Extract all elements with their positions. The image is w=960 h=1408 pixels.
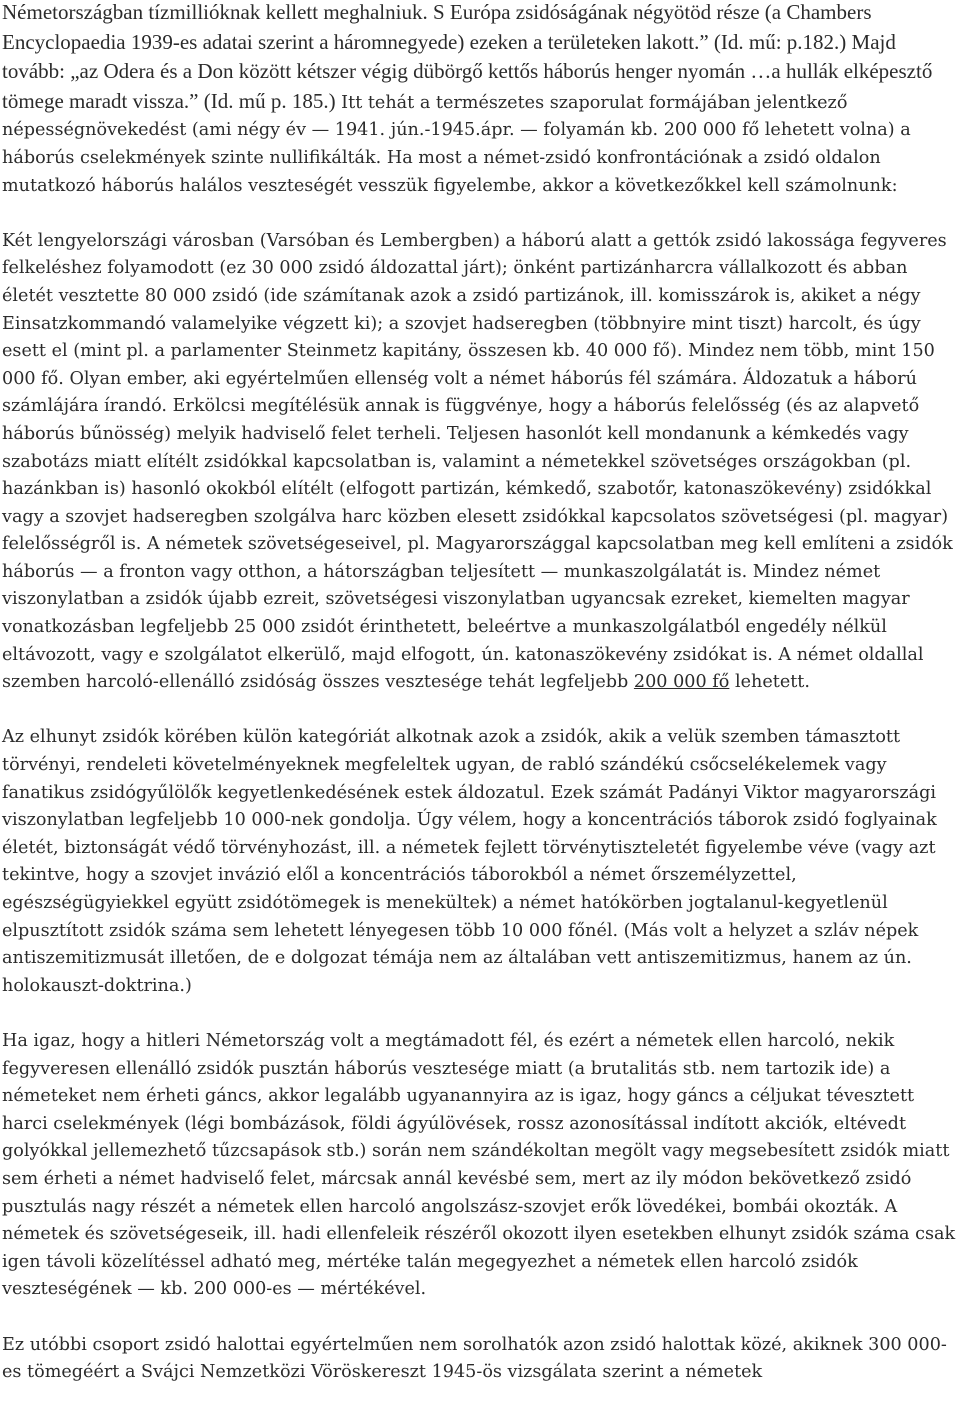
paragraph-2-text: Két lengyelországi városban (Varsóban és Lembergben) a háború alatt a gettók zsidó lakossága fegyveres felkeléshez folyamodott (ez 30 000 zsidó áldozattal járt); önként partizánharcra vállalkozott és abban életét vesztette 80 000 zsidó (ide számítanak azok a zsidó partizánok, ill. komisszárok is, akiket a négy Einsatzkommandó valamelyike végzett ki); a szovjet hadseregben (többnyire mint tiszt) harcolt, és úgy esett el (mint pl. a parlamenter Steinmetz kapitány, összesen kb. 40 000 fő). Mindez nem több, mint 150 000 fő. Olyan ember, aki egyértelműen ellenség volt a német háborús fél számára. Áldozatuk a háború számlájára írandó. Erkölcsi megítélésük annak is függvénye, hogy a háborús felelősség (és az alapvető háborús bűnösség) melyik hadviselő felet terheli. Teljesen hasonlót kell mondanunk a kémkedés vagy szabotázs miatt elítélt zsidókkal kapcsolatban is, valamint a németekkel szövetséges országokban (pl. hazánkban is) hasonló okokból elítélt (elfogott partizán, kémkedő, szabotőr, katonaszökevény) zsidókkal vagy a szovjet hadseregben szolgálva harc közben elesett zsidókkal kapcsolatos szövetségesi (pl. magyar) felelősségről is. A németek szövetségeseivel, pl. Magyarországgal kapcsolatban meg kell említeni a zsidók háborús — a fronton vagy otthon, a hátországban teljesített — munkaszolgálatát is. Mindez német viszonylatban a zsidók újabb ezreit, szövetségesi viszonylatban ugyancsak ezreket, kiemelten magyar vonatkozásban legfeljebb 25 000 zsidót érinthetett, beleértve a munkaszolgálatból engedély nélkül eltávozott, vagy e szolgálatot elkerülő, majd elfogott, ún. katonaszökevény zsidókat is. A német oldallal szemben harcoló-ellenálló zsidóság összes vesztesége tehát legfeljebb bbox=[2, 230, 953, 693]
paragraph-3: Az elhunyt zsidók körében külön kategóriát alkotnak azok a zsidók, akik a velük szemben támasztott törvényi, rendeleti követelményeknek megfeleltek ugyan, de rabló szándékú csőcselékelemek vagy fanatikus zsidógyűlölők kegyetlenkedésének estek áldozatul. Ezek számát Padányi Viktor magyarországi viszonylatban legfeljebb 10 000-nek gondolja. Úgy vélem, hogy a koncentrációs táborok zsidó foglyainak életét, biztonságát védő törvényhozást, ill. a németek fejlett törvénytiszteletét figyelembe véve (vagy azt tekintve, hogy a szovjet invázió elől a koncentrációs táborokból a német őrszemélyzettel, egészségügyiekkel együtt zsidótömegek is menekültek) a német hatókörben jogtalanul-kegyetlenül elpusztított zsidók száma sem lehetett lényegesen több 10 000 főnél. (Más volt a helyzet a szláv népek antiszemitizmusát illetően, de e dolgozat témája nem az általában vett antiszemitizmus, hanem az ún. holokauszt-doktrina.) bbox=[2, 727, 937, 996]
paragraph-1 bbox=[2, 0, 958, 200]
paragraph-1-lead: Németországban tízmillióknak kellett meghalniuk. S Európa zsidóságának négyötöd része (a Chambers Encyclopaedia 1939-es adatai szerint a háromnegyede) ezeken a területeken lakott.” (Id. mű: p.182.) Majd tovább: „az Odera és a Don között kétszer végig dübörgő kettős háborús henger nyomán …a hullák elképesztő tömege maradt vissza.” (Id. mű p. 185.) bbox=[2, 0, 933, 113]
paragraph-2 bbox=[2, 228, 958, 697]
paragraph-4: Ha igaz, hogy a hitleri Németország volt a megtámadott fél, és ezért a németek ellen harcoló, nekik fegyveresen ellenálló zsidók pusztán háborús vesztesége miatt (a brutalitás stb. nem tartozik ide) a németeket nem érheti gáncs, akkor legalább ugyanannyira az is igaz, hogy gáncs a céljukat tévesztett harci cselekmények (légi bombázások, földi ágyúlövések, rossz azonosítással indított akciók, eltévedt golyókkal jellemezhető tűzcsapások stb.) során nem szándékoltan megölt vagy megsebesített zsidók miatt sem érheti a német hadviselő felet, márcsak annál kevésbé sem, mert az ily módon bekövetkező zsidó pusztulás nagy részét a németek ellen harcoló angolszász-szovjet erők lövedékei, bombái okozták. A németek és szövetségeseik, ill. hadi ellenfeleik részéről okozott ilyen esetekben elhunyt zsidók száma csak igen távoli közelítéssel adható meg, mértéke talán megegyezhet a németek ellen harcoló zsidók veszteségének — kb. 200 000-es — mértékével. bbox=[2, 1030, 956, 1300]
paragraph-1-rest: Itt tehát a természetes szaporulat formájában jelentkező népességnövekedést (ami négy év — 1941. jún.-1945.ápr. — folyamán kb. 200 000 fő lehetett volna) a háborús cselekmények szinte nullifikálták. Ha most a német-zsidó konfrontációnak a zsidó oldalon mutatkozó háborús halálos veszteségét vesszük figyelembe, akkor a következőkkel kell számolnunk: bbox=[2, 92, 911, 196]
paragraph-2-end: lehetett. bbox=[729, 672, 810, 693]
paragraph-5: Ez utóbbi csoport zsidó halottai egyértelműen nem sorolhatók azon zsidó halottak közé, akiknek 300 000-es tömegéért a Svájci Nemzetközi Vöröskereszt 1945-ös vizsgálata szerint a németek bbox=[2, 1334, 947, 1383]
underlined-total: 200 000 fő bbox=[633, 672, 730, 693]
